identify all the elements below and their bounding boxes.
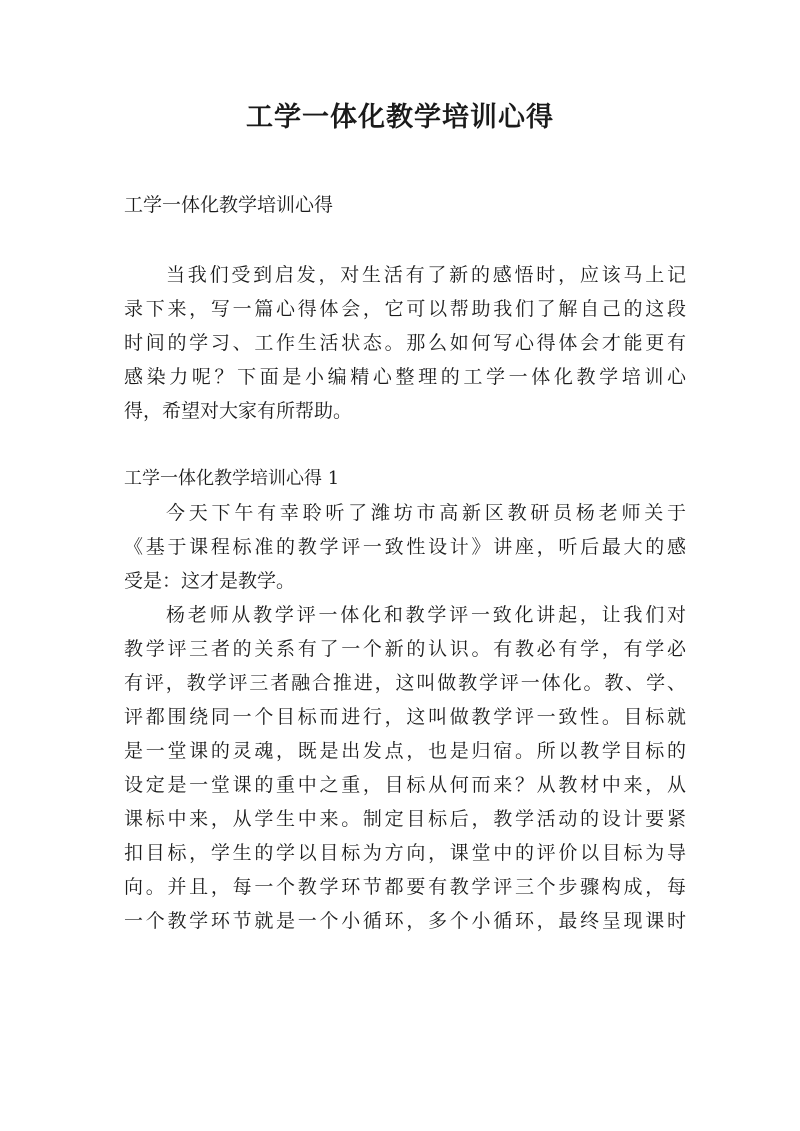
paragraph-line: 今天下午有幸聆听了潍坊市高新区教研员杨老师关于 [166,502,686,524]
section-heading: 工学一体化教学培训心得 1 [124,468,340,489]
paragraph-line: 当我们受到启发，对生活有了新的感悟时，应该马上记 [166,264,686,286]
spacer [124,428,686,462]
paragraph-line: 感染力呢？下面是小编精心整理的工学一体化教学培训心 [124,366,686,388]
section1-paragraph-1 [124,496,686,598]
paragraph-line: 课标中来，从学生中来。制定目标后，教学活动的设计要紧 [124,808,686,830]
paragraph-line: 得，希望对大家有所帮助。 [124,400,353,422]
paragraph-line: 录下来，写一篇心得体会，它可以帮助我们了解自己的这段 [124,298,686,320]
paragraph-line: 受是：这才是教学。 [124,570,296,592]
spacer [124,222,686,258]
document-title: 工学一体化教学培训心得 [246,102,554,133]
paragraph-line: 向。并且，每一个教学环节都要有教学评三个步骤构成，每 [124,876,686,898]
paragraph-line: 杨老师从教学评一体化和教学评一致化讲起，让我们对 [166,604,686,626]
paragraph-line: 有评，教学评三者融合推进，这叫做教学评一体化。教、学、 [124,672,686,694]
paragraph-line: 扣目标，学生的学以目标为方向，课堂中的评价以目标为导 [124,842,686,864]
paragraph-line: 《基于课程标准的教学评一致性设计》讲座，听后最大的感 [124,536,686,558]
section1-paragraph-2 [124,598,686,938]
paragraph-line: 是一堂课的灵魂，既是出发点，也是归宿。所以教学目标的 [124,740,686,762]
paragraph-line: 时间的学习、工作生活状态。那么如何写心得体会才能更有 [124,332,686,354]
document-body [124,188,686,938]
document-subtitle: 工学一体化教学培训心得 [124,194,334,216]
paragraph-line: 教学评三者的关系有了一个新的认识。有教必有学，有学必 [124,638,686,660]
paragraph-line: 设定是一堂课的重中之重，目标从何而来？从教材中来，从 [124,774,686,796]
paragraph-line: 评都围绕同一个目标而进行，这叫做教学评一致性。目标就 [124,706,686,728]
intro-paragraph [124,258,686,428]
paragraph-line: 一个教学环节就是一个小循环，多个小循环，最终呈现课时 [124,910,686,932]
